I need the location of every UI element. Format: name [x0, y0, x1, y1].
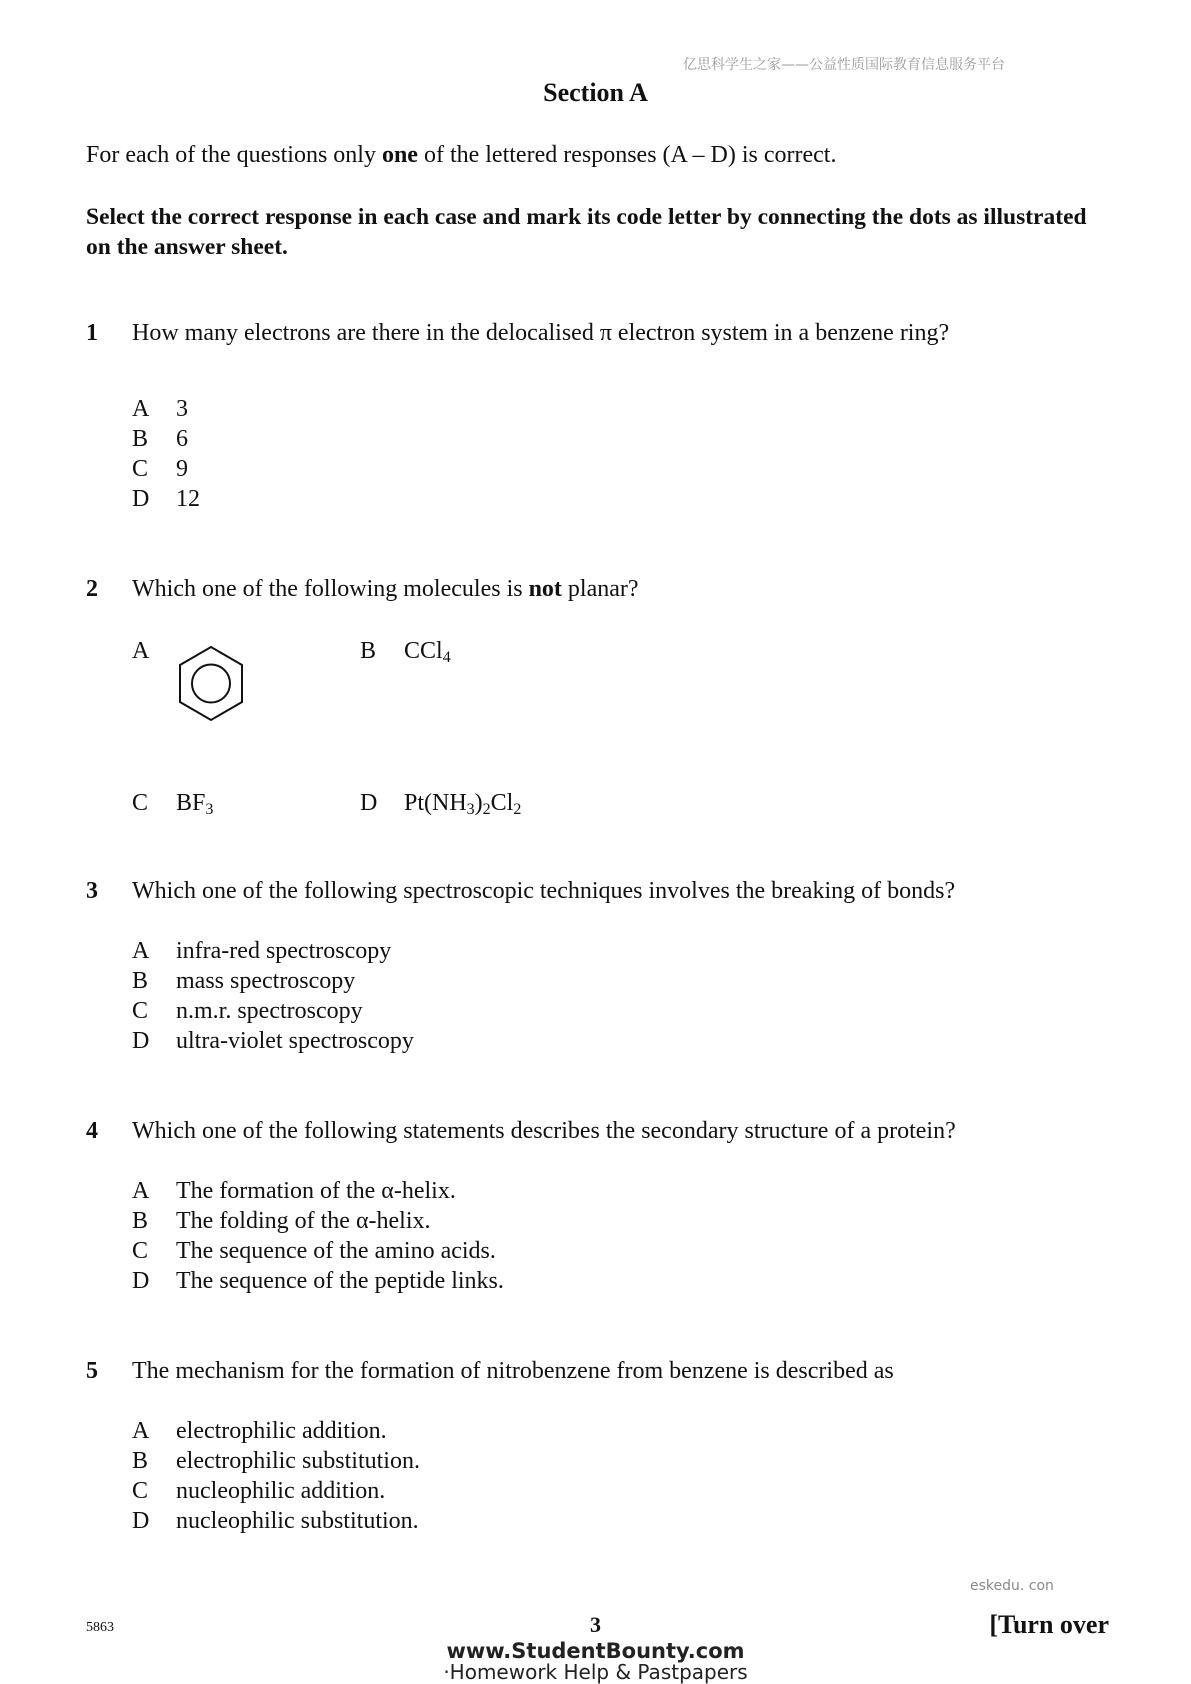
option-text: The sequence of the amino acids. [176, 1238, 496, 1264]
option-text: The folding of the α-helix. [176, 1208, 431, 1234]
footer-watermark: eskedu. con [970, 1578, 1054, 1594]
option-letter: A [132, 1178, 150, 1204]
q4-option-a [132, 1178, 456, 1205]
benzene-ring-icon [176, 644, 246, 724]
option-text: 9 [176, 456, 188, 482]
studentbounty-logo-line1: www.StudentBounty.com [446, 1639, 745, 1663]
question-2-number: 2 [86, 576, 98, 602]
q5-option-d [132, 1508, 419, 1535]
question-4-text: Which one of the following statements describes the secondary structure of a protein? [132, 1118, 956, 1144]
option-letter: A [132, 396, 150, 422]
q1-option-a [132, 396, 188, 423]
question-3-text: Which one of the following spectroscopic techniques involves the breaking of bonds? [132, 878, 956, 904]
formula-part: Cl [490, 790, 514, 816]
q4-option-d [132, 1268, 504, 1295]
option-letter: A [132, 938, 150, 964]
q5-option-a [132, 1418, 387, 1445]
option-text: electrophilic substitution. [176, 1448, 420, 1474]
q1-option-b [132, 426, 188, 453]
question-5-number: 5 [86, 1358, 98, 1384]
option-text: The sequence of the peptide links. [176, 1268, 504, 1294]
option-text: n.m.r. spectroscopy [176, 998, 363, 1024]
option-text: 12 [176, 486, 200, 512]
option-letter: B [132, 968, 149, 994]
option-letter: D [132, 1268, 150, 1294]
formula-sub: 2 [482, 801, 491, 818]
turn-over-label: [Turn over [989, 1610, 1109, 1639]
formula-pt-complex [404, 790, 521, 816]
option-letter: D [132, 1508, 150, 1534]
formula-sub: 3 [205, 801, 214, 818]
q3-option-b [132, 968, 355, 995]
formula-main: BF [176, 790, 206, 816]
q2-text-before: Which one of the following molecules is [132, 576, 529, 602]
q2-option-b [360, 638, 451, 665]
q5-option-b [132, 1448, 420, 1475]
section-title: Section A [543, 78, 648, 107]
option-text: ultra-violet spectroscopy [176, 1028, 414, 1054]
page-number: 3 [590, 1612, 601, 1637]
q4-option-c [132, 1238, 496, 1265]
option-letter: D [132, 486, 150, 512]
option-text: 3 [176, 396, 188, 422]
formula-ccl4 [404, 638, 451, 664]
question-4-number: 4 [86, 1118, 98, 1144]
question-3-number: 3 [86, 878, 98, 904]
option-text: nucleophilic substitution. [176, 1508, 419, 1534]
formula-bf3 [176, 790, 213, 816]
option-text: electrophilic addition. [176, 1418, 387, 1444]
q1-option-c [132, 456, 188, 483]
option-text: The formation of the α-helix. [176, 1178, 456, 1204]
instruction-text: Select the correct response in each case and mark its code letter by connecting the dots as illustrated on the answer sheet. [86, 204, 1087, 260]
question-1-text: How many electrons are there in the delocalised π electron system in a benzene ring? [132, 320, 950, 346]
option-letter: A [132, 1418, 150, 1444]
q5-option-c [132, 1478, 385, 1505]
q3-option-c [132, 998, 363, 1025]
option-letter: C [132, 998, 149, 1024]
q2-option-a-letter: A [132, 638, 150, 664]
option-letter: C [132, 1478, 149, 1504]
intro-bold: one [381, 142, 418, 168]
intro-before: For each of the questions only [86, 142, 382, 168]
intro-after: of the lettered responses (A – D) is correct. [417, 142, 837, 168]
intro-text [86, 142, 836, 169]
q2-text-bold: not [528, 576, 562, 602]
option-letter: B [360, 638, 377, 664]
studentbounty-logo-line2: ·Homework Help & Pastpapers [443, 1660, 748, 1684]
option-letter: B [132, 426, 149, 452]
q4-option-b [132, 1208, 431, 1235]
question-5-text: The mechanism for the formation of nitrobenzene from benzene is described as [132, 1358, 894, 1384]
q1-option-d [132, 486, 200, 513]
q2-option-d [360, 790, 521, 817]
option-letter: D [360, 790, 378, 816]
formula-part: Pt(NH [404, 790, 467, 816]
question-2-text [132, 576, 639, 603]
option-letter: C [132, 790, 149, 816]
question-1-number: 1 [86, 320, 98, 346]
formula-sub: 4 [442, 649, 451, 666]
option-letter: D [132, 1028, 150, 1054]
formula-sub: 2 [513, 801, 522, 818]
option-letter: C [132, 1238, 149, 1264]
q3-option-d [132, 1028, 414, 1055]
paper-code: 5863 [86, 1620, 114, 1635]
option-text: nucleophilic addition. [176, 1478, 386, 1504]
formula-part: ) [474, 790, 483, 816]
option-letter: C [132, 456, 149, 482]
q3-option-a [132, 938, 391, 965]
q2-option-c [132, 790, 213, 817]
option-letter: B [132, 1448, 149, 1474]
header-watermark: 亿思科学生之家——公益性质国际教育信息服务平台 [683, 57, 1005, 73]
formula-main: CCl [404, 638, 443, 664]
q2-text-after: planar? [561, 576, 639, 602]
option-letter: B [132, 1208, 149, 1234]
option-text: infra-red spectroscopy [176, 938, 392, 964]
option-text: 6 [176, 426, 188, 452]
option-text: mass spectroscopy [176, 968, 356, 994]
formula-sub: 3 [466, 801, 475, 818]
